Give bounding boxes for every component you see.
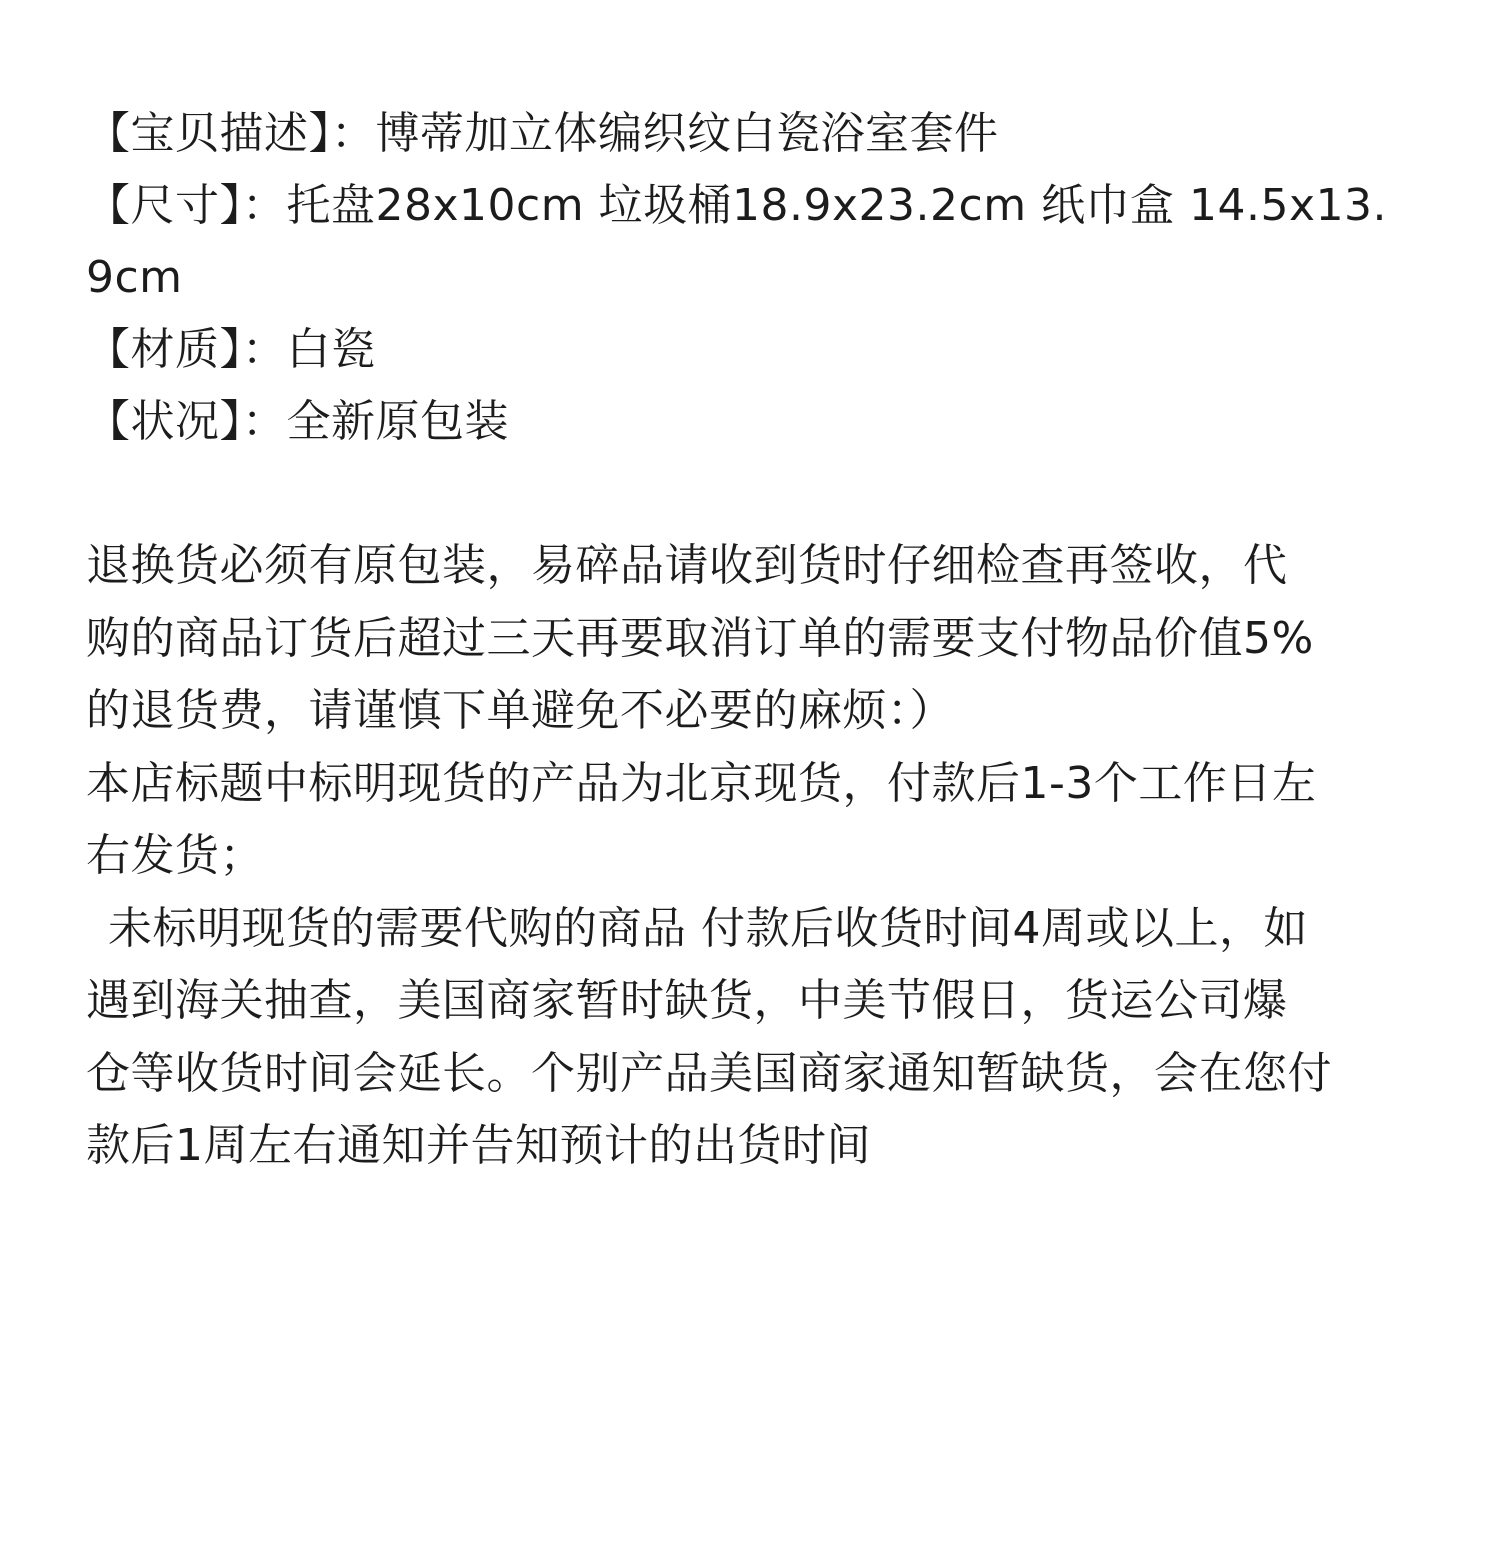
in-stock-shipping-line: 右发货； — [86, 830, 264, 881]
return-policy-line: 的退货费，请谨慎下单避免不必要的麻烦：） — [86, 685, 954, 736]
product-material-line: 【材质】：白瓷 — [86, 324, 376, 375]
proxy-purchase-line: 遇到海关抽查，美国商家暂时缺货，中美节假日，货运公司爆 — [86, 975, 1288, 1026]
return-policy-line: 购的商品订货后超过三天再要取消订单的需要支付物品价值5% — [86, 612, 1314, 664]
proxy-purchase-line: 仓等收货时间会延长。个别产品美国商家通知暂缺货，会在您付 — [86, 1047, 1332, 1099]
in-stock-shipping-line: 本店标题中标明现货的产品为北京现货，付款后1-3个工作日左 — [86, 757, 1317, 809]
proxy-purchase-line: 未标明现货的需要代购的商品 付款后收货时间4周或以上，如 — [108, 902, 1308, 954]
product-size-line: 【尺寸】：托盘28x10cm 垃圾桶18.9x23.2cm 纸巾盒 14.5x13. — [86, 180, 1388, 231]
product-condition-line: 【状况】：全新原包装 — [86, 396, 509, 447]
product-size-line-continued: 9cm — [86, 252, 183, 303]
shop-notice-block — [86, 530, 1416, 1183]
product-description-line: 【宝贝描述】：博蒂加立体编织纹白瓷浴室套件 — [86, 108, 999, 159]
product-info-block — [86, 98, 1416, 458]
proxy-purchase-line: 款后1周左右通知并告知预计的出货时间 — [86, 1120, 871, 1171]
return-policy-line: 退换货必须有原包装，易碎品请收到货时仔细检查再签收，代 — [86, 540, 1288, 591]
